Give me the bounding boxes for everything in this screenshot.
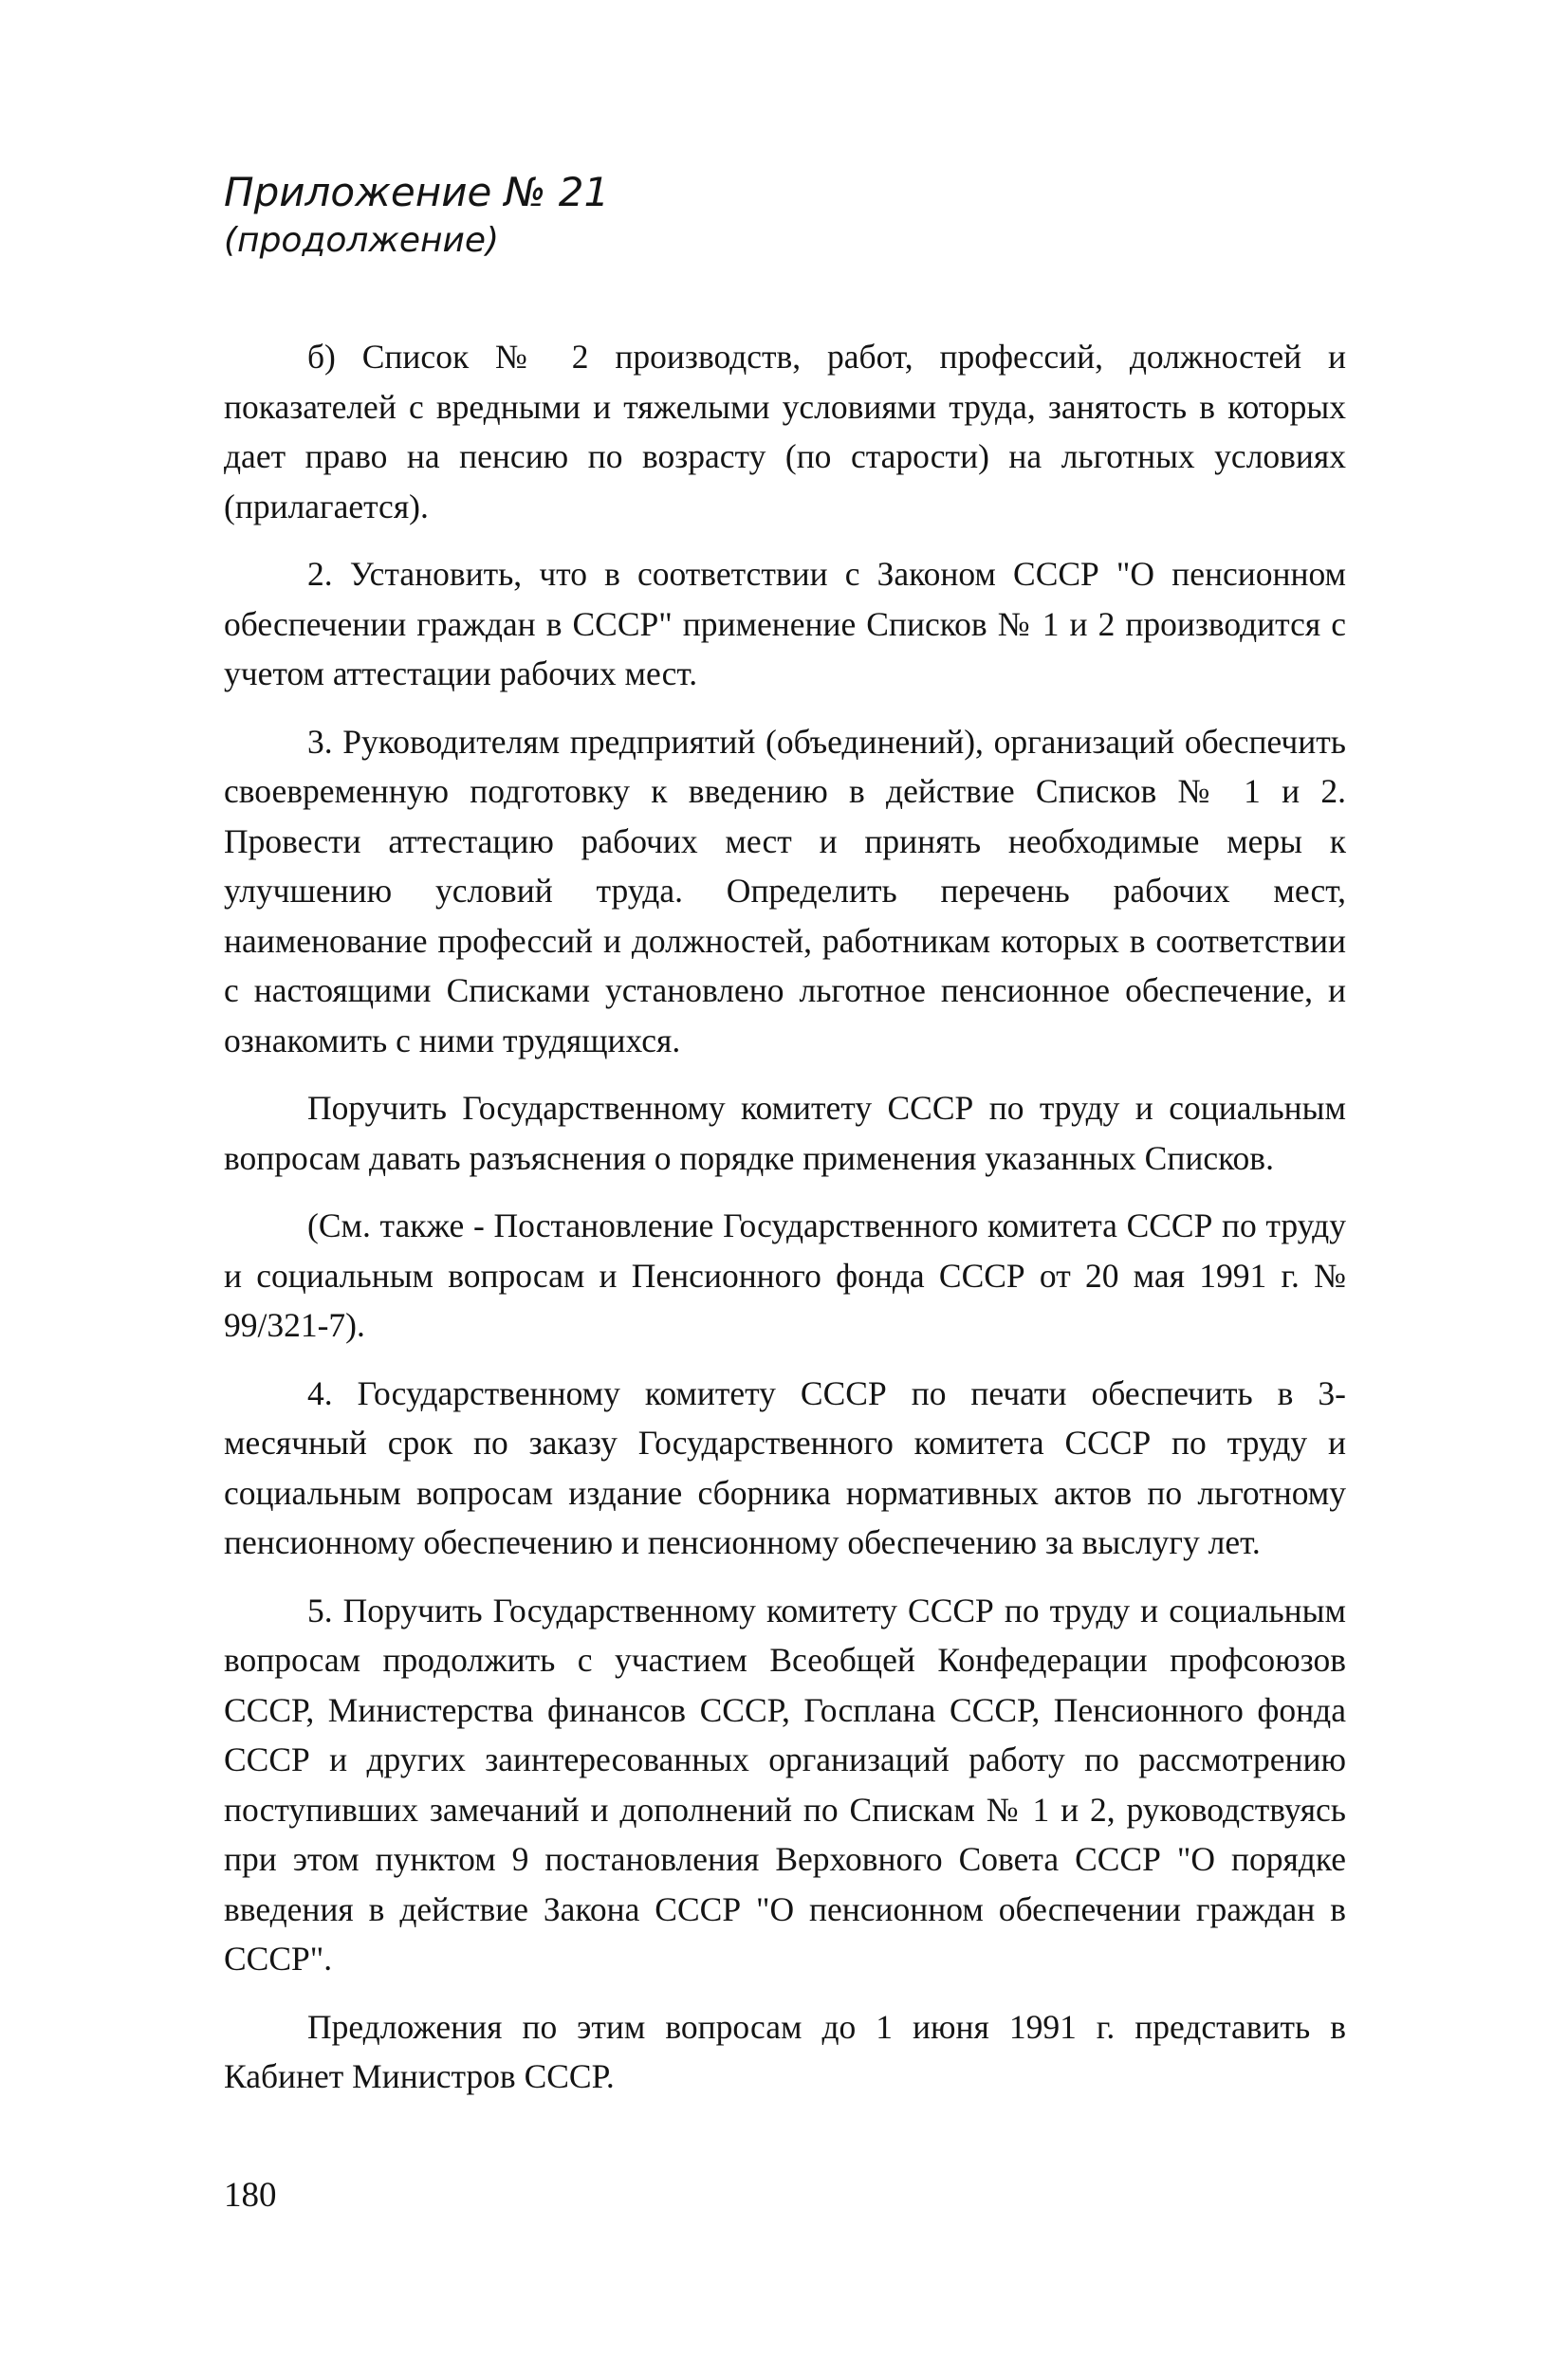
paragraph-reference: (См. также - Постановление Государственного комитета СССР по труду и социальным вопросам и Пенсионного фонда СССР от 20 мая 1991 г. № 99/321-7). xyxy=(224,1206,1346,1344)
appendix-continuation: (продолжение) xyxy=(224,220,500,260)
appendix-title: Приложение № 21 xyxy=(224,169,610,215)
paragraph-item-5: 5. Поручить Государственному комитету СССР по труду и социальным вопросам продолжить с участием Всеобщей Конфедерации профсоюзов СССР, Министерства финансов СССР, Госплана СССР, Пенсионного фонда СССР и других заинтересованных организаций работу по рассмотрению поступивших замечаний и дополнений по Спискам № 1 и 2, руководствуясь при этом пунктом 9 постановления Верховного Совета СССР "О порядке введения в действие Закона СССР "О пенсионном обеспечении граждан в СССР". xyxy=(224,1591,1346,1978)
paragraph-list-2: б) Список № 2 производств, работ, профессий, должностей и показателей с вредными и тяжелыми условиями труда, занятость в которых дает право на пенсию по возрасту (по старости) на льготных условиях (прилагается). xyxy=(224,338,1346,525)
paragraph-item-2: 2. Установить, что в соответствии с Законом СССР "О пенсионном обеспечении граждан в СССР" применение Списков № 1 и 2 производится с учетом аттестации рабочих мест. xyxy=(224,555,1346,692)
document-body xyxy=(224,332,1346,2102)
paragraph-instruction: Поручить Государственному комитету СССР по труду и социальным вопросам давать разъяснения о порядке применения указанных Списков. xyxy=(224,1089,1346,1177)
page-number: 180 xyxy=(224,2176,277,2215)
appendix-header xyxy=(224,167,609,263)
paragraph-proposals: Предложения по этим вопросам до 1 июня 1991 г. представить в Кабинет Министров СССР. xyxy=(224,2007,1346,2095)
paragraph-item-4: 4. Государственному комитету СССР по печати обеспечить в 3-месячный срок по заказу Государственного комитета СССР по труду и социальным вопросам издание сборника нормативных актов по льготному пенсионному обеспечению и пенсионному обеспечению за выслугу лет. xyxy=(224,1373,1346,1561)
paragraph-item-3: 3. Руководителям предприятий (объединений), организаций обеспечить своевременную подготовку к введению в действие Списков № 1 и 2. Провести аттестацию рабочих мест и принять необходимые меры к улучшению условий труда. Определить перечень рабочих мест, наименование профессий и должностей, работникам которых в соответствии с настоящими Списками установлено льготное пенсионное обеспечение, и ознакомить с ними трудящихся. xyxy=(224,722,1346,1059)
